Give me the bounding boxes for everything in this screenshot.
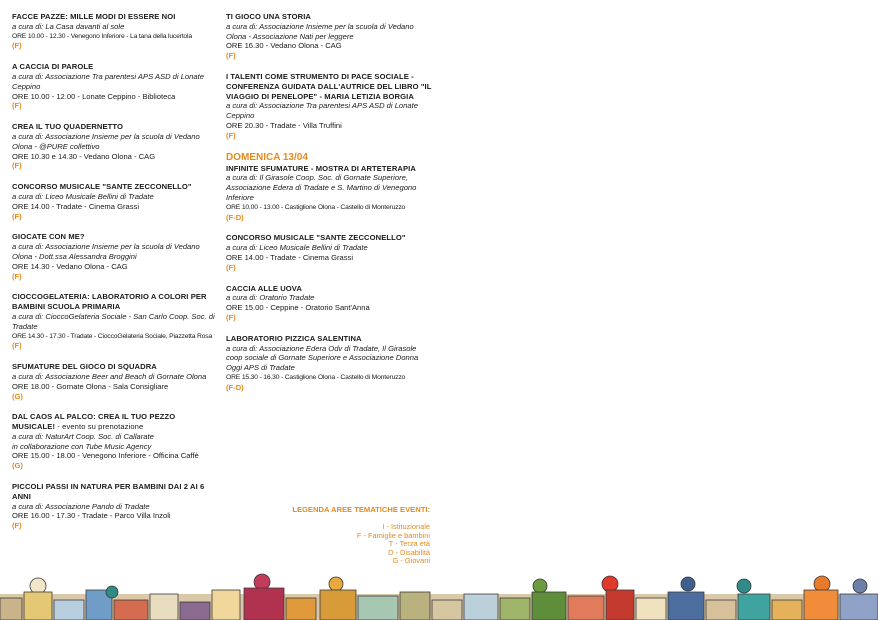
event-title-text: PICCOLI PASSI IN NATURA PER BAMBINI DAI 2 AI 6 ANNI	[12, 482, 205, 501]
event-category-code: (G)	[12, 391, 23, 401]
event-time-location: ORE 14.00 - Tradate - Cinema Grassi	[226, 252, 354, 262]
event-time-location: ORE 10.00 - 12.00 - Lonate Ceppino - Biblioteca	[12, 91, 176, 101]
event-organizer-prefix: a cura di:	[12, 311, 44, 321]
event-title-text: CACCIA ALLE UOVA	[226, 283, 302, 293]
event-item	[226, 334, 432, 393]
event-organizer-prefix: a cura di:	[12, 191, 44, 201]
event-organizer	[12, 192, 218, 202]
event-organizer	[226, 293, 432, 303]
event-organizer-name: Associazione Tra parentesi APS ASD di Lonate Ceppino	[12, 71, 204, 91]
event-item	[226, 233, 432, 272]
event-organizer-name: Associazione Insieme per la scuola di Vedano Olona - @PURE collettivo	[12, 131, 200, 151]
event-time-location: ORE 15.30 - 16.30 - Castiglione Olona - Castello di Monteruzzo	[226, 373, 406, 381]
event-title-text: TI GIOCO UNA STORIA	[226, 12, 312, 21]
event-title-text: INFINITE SFUMATURE - MOSTRA DI ARTETERAPIA	[226, 163, 416, 173]
event-time-location: ORE 14.00 - Tradate - Cinema Grassi	[12, 201, 140, 211]
event-organizer-name: Associazione Edera Odv di Tradate, Il Girasole coop sociale di Gornate Superiore e Associazione Donna Oggi APS di Tradate	[226, 343, 419, 373]
event-organizer	[226, 344, 432, 373]
event-organizer-prefix: a cura di:	[226, 173, 258, 183]
event-title-text: CONCORSO MUSICALE "SANTE ZECCONELLO"	[226, 233, 406, 243]
event-item	[226, 72, 432, 141]
event-title-text: SFUMATURE DEL GIOCO DI SQUADRA	[12, 362, 157, 372]
event-title-text: CIOCCOGELATERIA: LABORATORIO A COLORI PER BAMBINI SCUOLA PRIMARIA	[12, 292, 207, 312]
event-organizer-prefix: a cura di:	[12, 242, 44, 252]
event-category-code: (F)	[226, 312, 236, 322]
event-title	[12, 62, 218, 72]
event-organizer-prefix: a cura di:	[12, 371, 44, 381]
event-title-text: CONCORSO MUSICALE "SANTE ZECCONELLO"	[12, 182, 192, 192]
event-category-code: (F-D)	[226, 212, 244, 222]
event-organizer-prefix: a cura di:	[12, 501, 44, 511]
legend-item: D - Disabilità	[388, 547, 430, 557]
puzzle-illustration	[0, 572, 878, 620]
event-title-text: A CACCIA DI PAROLE	[12, 62, 94, 72]
event-item	[226, 284, 432, 323]
event-title-text: I TALENTI COME STRUMENTO DI PACE SOCIALE - CONFERENZA GUIDATA DALL'AUTRICE DEL LIBRO "IL VIAGGIO DI PENELOPE" - MARIA LETIZIA BORGIA	[226, 71, 432, 101]
event-category-code: (F)	[12, 101, 22, 111]
event-organizer-name: Associazione Tra parentesi APS ASD di Lonate Ceppino	[226, 101, 418, 121]
event-organizer-name: Liceo Musicale Bellini di Tradate	[259, 243, 368, 253]
legend	[226, 505, 430, 566]
left-column	[12, 12, 218, 542]
event-time-location: ORE 14.30 - 17.30 - Tradate - CioccoGelateria Sociale, Piazzetta Rosa	[12, 332, 213, 340]
event-organizer	[12, 312, 218, 332]
event-organizer-extra: in collaborazione con Tube Music Agency	[12, 441, 152, 451]
event-title	[12, 292, 218, 312]
event-organizer	[12, 242, 218, 262]
event-organizer-prefix: a cura di:	[12, 431, 46, 441]
right-column-bottom	[226, 164, 432, 393]
right-column	[226, 12, 432, 404]
event-item	[12, 362, 218, 401]
event-time-location: ORE 20.30 - Tradate - Villa Truffini	[226, 120, 342, 130]
event-organizer-prefix: a cura di:	[12, 21, 44, 31]
event-item	[12, 482, 218, 531]
legend-item: T - Terza età	[388, 539, 430, 549]
event-organizer	[226, 243, 432, 253]
event-time-location: ORE 16.30 - Vedano Olona - CAG	[226, 41, 342, 51]
event-organizer	[12, 372, 218, 382]
event-title	[12, 232, 218, 242]
event-item	[12, 232, 218, 281]
event-category-code: (F)	[226, 130, 236, 140]
event-title	[226, 164, 432, 174]
event-category-code: (F-D)	[226, 382, 244, 392]
event-category-code: (F)	[12, 161, 22, 171]
legend-item: F - Famiglie e bambini	[356, 530, 430, 540]
event-category-code: (F)	[12, 521, 22, 531]
event-title-note: - evento su prenotazione	[55, 422, 144, 432]
event-title-text: GIOCATE CON ME?	[12, 232, 85, 242]
event-category-code: (F)	[12, 341, 22, 351]
event-title	[12, 12, 218, 22]
event-title	[226, 12, 432, 22]
event-organizer-name: Associazione Insieme per la scuola di Vedano Olona - Associazione Nati per leggere	[226, 21, 414, 41]
event-category-code: (F)	[226, 262, 236, 272]
event-time-location: ORE 14.30 - Vedano Olona - CAG	[12, 261, 128, 271]
event-organizer-name: CioccoGelateria Sociale - San Carlo Coop. Soc. di Tradate	[12, 311, 215, 331]
event-item	[226, 164, 432, 223]
event-time-location: ORE 15.00 - 18.00 - Venegono Inferiore - Officina Caffè	[12, 451, 199, 461]
event-category-code: (F)	[12, 211, 22, 221]
event-category-code: (F)	[12, 271, 22, 281]
event-organizer	[226, 173, 432, 202]
right-column-top	[226, 12, 432, 141]
event-organizer	[12, 502, 218, 512]
event-time-location: ORE 16.00 - 17.30 - Tradate - Parco Villa Inzoli	[12, 511, 171, 521]
event-title-text: FACCE PAZZE: MILLE MODI DI ESSERE NOI	[12, 12, 176, 21]
event-item	[12, 122, 218, 171]
event-organizer-name: Associazione Insieme per la scuola di Vedano Olona - Dott.ssa Alessandra Broggini	[12, 242, 200, 261]
event-category-code: (F)	[12, 41, 22, 51]
event-organizer	[12, 72, 218, 92]
event-organizer-prefix: a cura di:	[226, 101, 258, 111]
event-title	[12, 122, 218, 132]
event-title	[226, 334, 432, 344]
event-title-text: LABORATORIO PIZZICA SALENTINA	[226, 333, 362, 343]
event-time-location: ORE 10.30 e 14.30 - Vedano Olona - CAG	[12, 151, 156, 161]
event-title	[226, 72, 432, 101]
event-organizer-name: NaturArt Coop. Soc. di Callarate	[45, 431, 154, 441]
event-item	[12, 182, 218, 221]
legend-item: G - Giovani	[392, 556, 430, 566]
event-organizer-name: Il Girasole Coop. Soc. di Gornate Superiore, Associazione Edera di Tradate e S. Martino di Venegono Inferiore	[226, 173, 417, 202]
event-organizer-prefix: a cura di:	[12, 131, 44, 141]
event-organizer-name: Liceo Musicale Bellini di Tradate	[45, 191, 154, 201]
event-title	[226, 284, 432, 294]
event-organizer-prefix: a cura di:	[226, 293, 258, 303]
event-title	[12, 482, 218, 502]
event-organizer-name: Associazione Beer and Beach di Gornate Olona	[45, 371, 207, 381]
event-title	[12, 362, 218, 372]
event-time-location: ORE 10.00 - 12.30 - Venegono Inferiore - La tana della lucertola	[12, 32, 192, 40]
event-title	[12, 182, 218, 192]
event-organizer	[12, 132, 218, 152]
event-organizer	[12, 432, 218, 442]
event-organizer-prefix: a cura di:	[226, 243, 258, 253]
event-title-text: CREA IL TUO QUADERNETTO	[12, 122, 124, 132]
event-title	[226, 233, 432, 243]
event-organizer-name: La Casa davanti al sole	[45, 21, 125, 31]
event-time-location: ORE 18.00 - Gornate Olona - Sala Consigliare	[12, 381, 169, 391]
legend-title: LEGENDA AREE TEMATICHE EVENTI:	[292, 505, 430, 514]
event-time-location: ORE 15.00 - Ceppine - Oratorio Sant'Anna	[226, 303, 370, 313]
event-category-code: (F)	[226, 51, 236, 61]
event-organizer-name: Oratorio Tradate	[259, 293, 315, 303]
event-organizer-prefix: a cura di:	[226, 343, 258, 353]
event-item	[12, 12, 218, 51]
event-organizer	[226, 22, 432, 42]
event-category-code: (G)	[12, 461, 23, 471]
event-item	[12, 412, 218, 471]
event-organizer	[12, 22, 218, 32]
event-item	[226, 12, 432, 61]
event-organizer-prefix: a cura di:	[12, 71, 44, 81]
event-item	[12, 292, 218, 351]
event-item	[12, 62, 218, 111]
legend-item: I - Istituzionale	[382, 522, 430, 531]
event-title	[12, 412, 218, 432]
event-organizer-prefix: a cura di:	[226, 21, 258, 31]
event-organizer	[226, 101, 432, 121]
event-title-text: DAL CAOS AL PALCO: CREA IL TUO PEZZO MUSICALE!	[12, 412, 176, 432]
event-organizer-name: Associazione Pando di Tradate	[45, 501, 150, 511]
event-time-location: ORE 10.00 - 13.00 - Castiglione Olona - Castello di Monteruzzo	[226, 203, 406, 211]
day-heading: DOMENICA 13/04	[226, 151, 308, 163]
